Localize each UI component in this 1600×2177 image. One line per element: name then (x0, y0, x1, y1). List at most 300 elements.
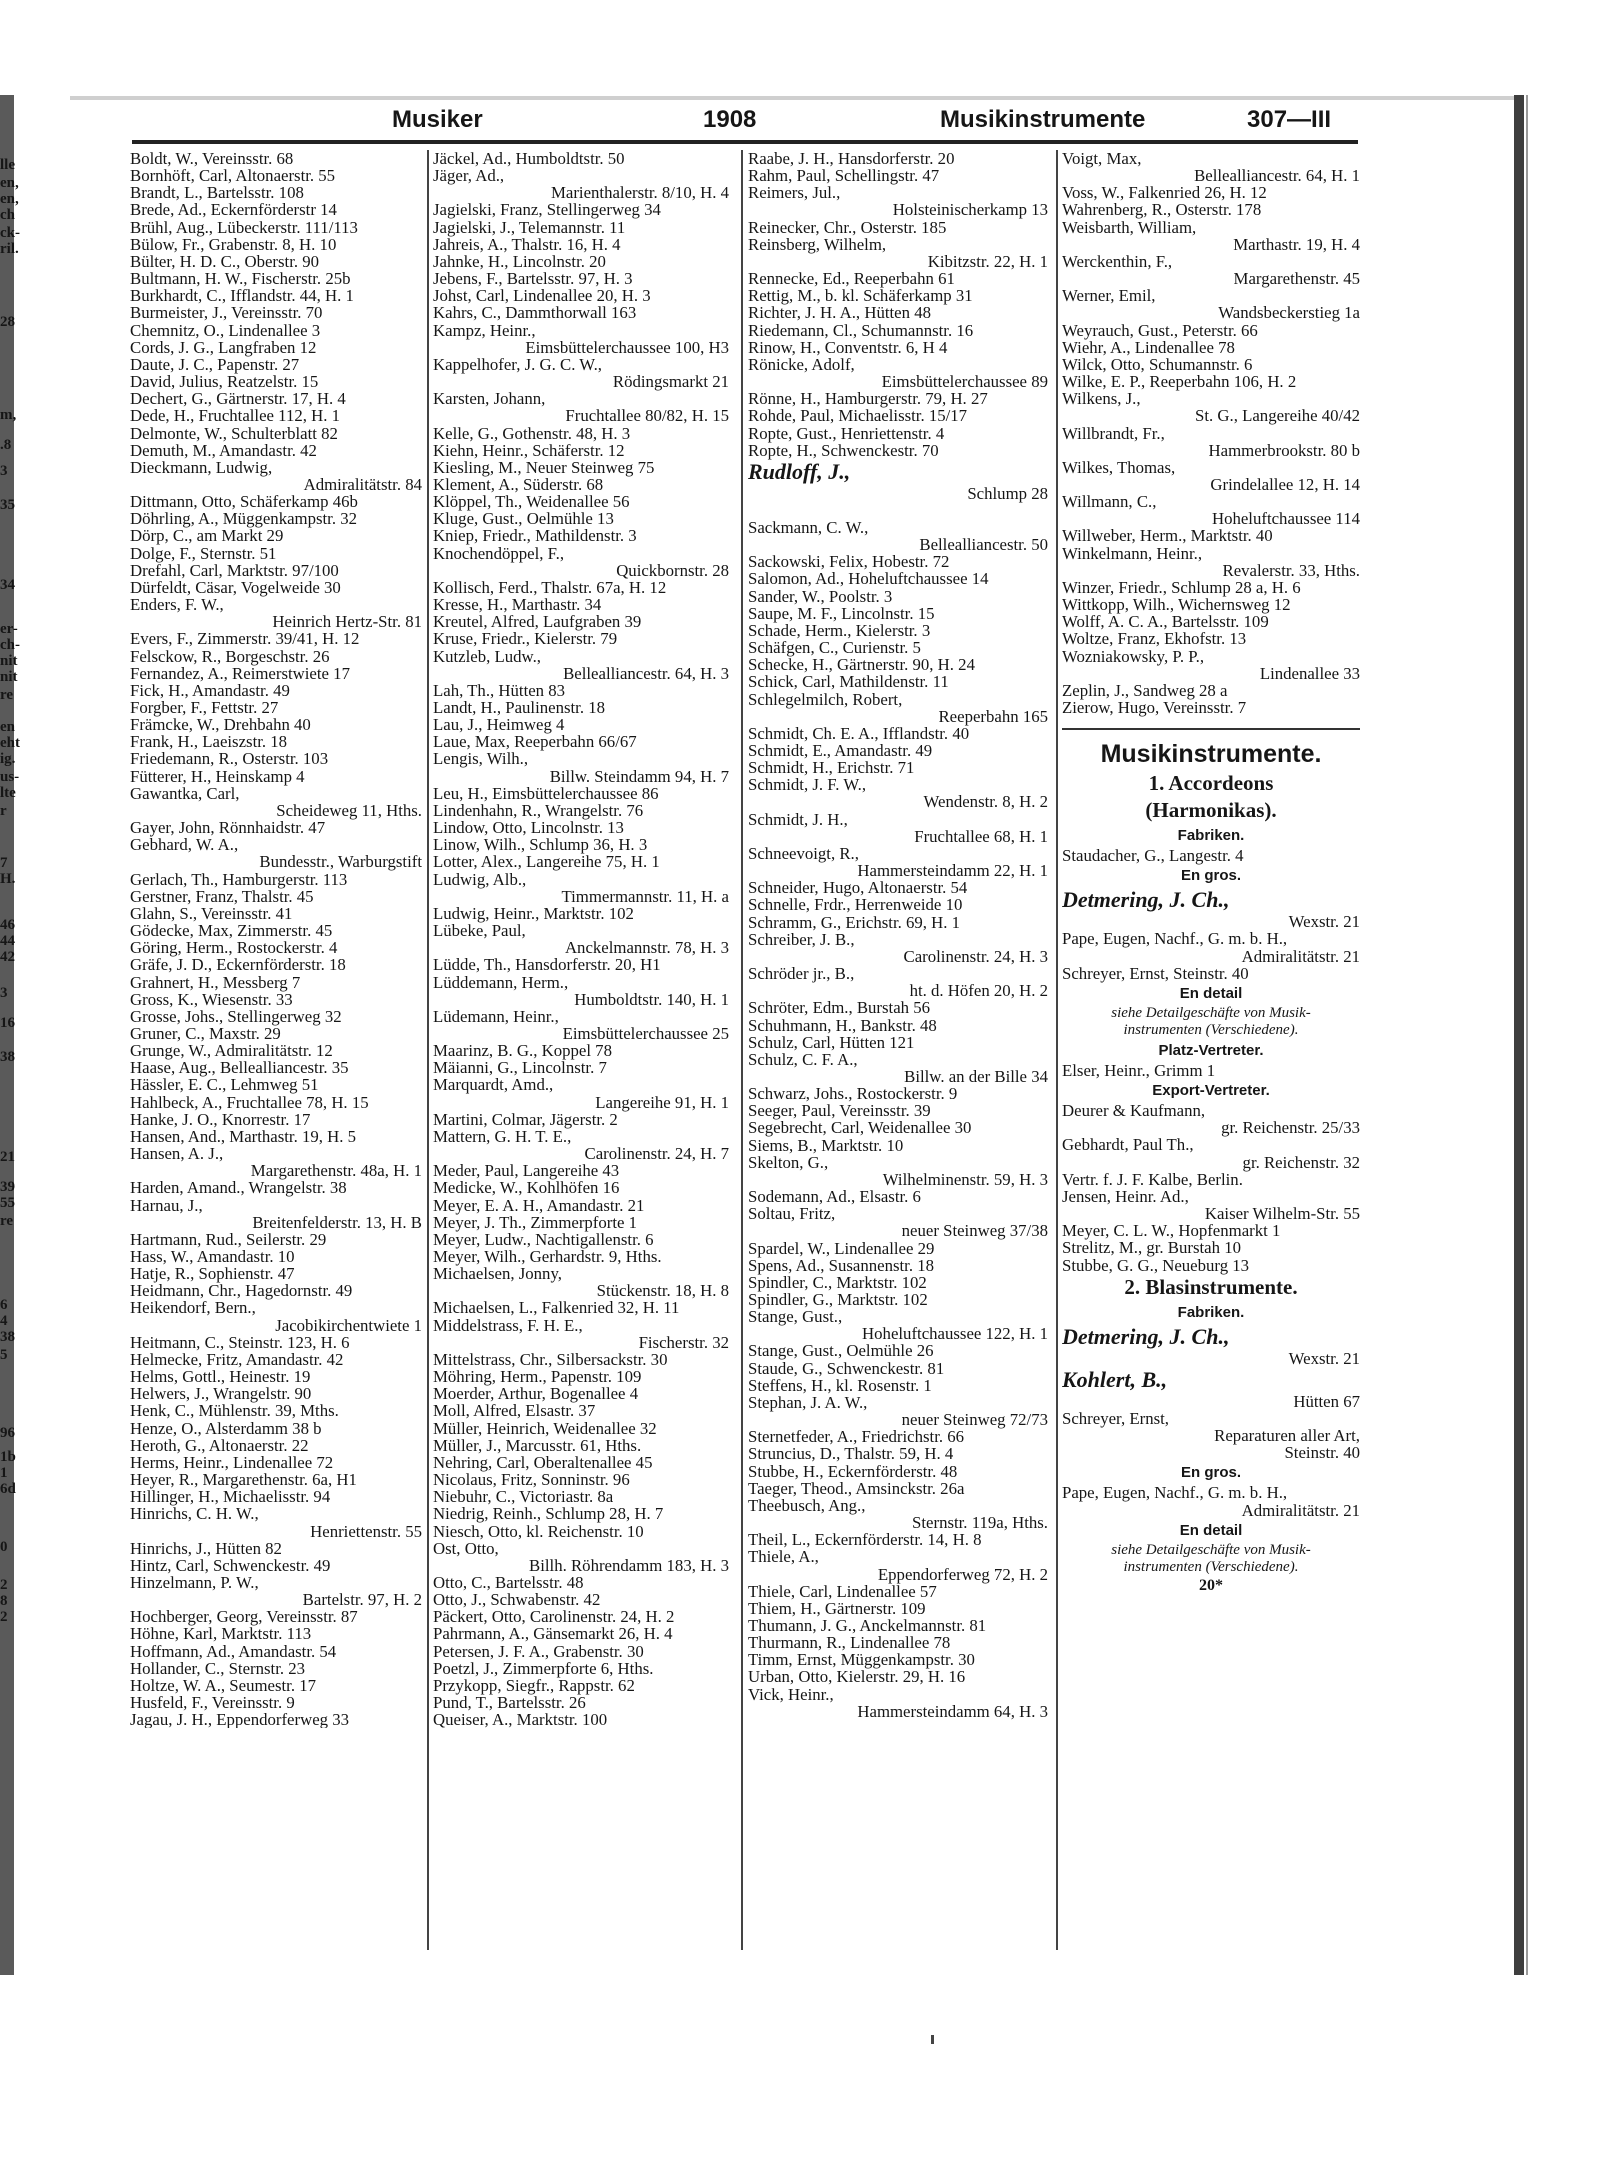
margin-fragment: m, (0, 407, 17, 423)
directory-entry: Reinecker, Chr., Osterstr. 185 (748, 217, 947, 237)
directory-entry: Bornhöft, Carl, Altonaerstr. 55 (130, 166, 336, 186)
directory-entry: Klöppel, Th., Weidenallee 56 (433, 492, 630, 512)
directory-entry: Müller, Heinrich, Weidenallee 32 (433, 1418, 657, 1438)
directory-entry-continuation: Schlump 28 (967, 483, 1048, 503)
directory-entry: Sackowski, Felix, Hobestr. 72 (748, 552, 950, 572)
directory-entry: Vertr. f. J. F. Kalbe, Berlin. (1062, 1169, 1243, 1189)
directory-entry: Drefahl, Carl, Marktstr. 97/100 (130, 560, 339, 580)
scan-edge-right-line (1526, 95, 1528, 1975)
directory-entry-continuation: Margarethenstr. 45 (1233, 269, 1360, 289)
directory-entry: Lüdde, Th., Hansdorferstr. 20, H1 (433, 955, 661, 975)
directory-entry: Husfeld, F., Vereinsstr. 9 (130, 1693, 295, 1713)
directory-entry: Kresse, H., Marthastr. 34 (433, 595, 602, 615)
directory-entry-continuation: Hütten 67 (1293, 1391, 1360, 1411)
directory-entry: Päckert, Otto, Carolinenstr. 24, H. 2 (433, 1607, 675, 1627)
directory-entry: Gödecke, Max, Zimmerstr. 45 (130, 921, 333, 941)
directory-entry-continuation: Reparaturen aller Art, (1214, 1426, 1360, 1446)
margin-fragment: nit (0, 669, 18, 685)
directory-entry-continuation: Eimsbüttelerchaussee 89 (881, 372, 1048, 392)
directory-entry: Jensen, Heinr. Ad., (1062, 1186, 1189, 1206)
margin-fragment: 7 (0, 855, 8, 871)
directory-entry: Forgber, F., Fettstr. 27 (130, 698, 279, 717)
directory-entry-continuation: Margarethenstr. 48a, H. 1 (250, 1161, 422, 1181)
directory-entry: Niebuhr, C., Victoriastr. 8a (433, 1487, 614, 1507)
margin-fragment: 3 (0, 463, 8, 479)
directory-entry: Pape, Eugen, Nachf., G. m. b. H., (1062, 1483, 1288, 1503)
cross-reference-note: siehe Detailgeschäfte von Musik- (1111, 1541, 1311, 1558)
margin-fragment: ch (0, 207, 15, 223)
directory-entry-continuation: Timmermannstr. 11, H. a (561, 886, 729, 906)
directory-entry: Sternetfeder, A., Friedrichstr. 66 (748, 1427, 965, 1447)
directory-entry: Dörp, C., am Markt 29 (130, 526, 284, 546)
directory-entry-continuation: Carolinenstr. 24, H. 3 (903, 946, 1048, 966)
directory-entry: Marquardt, Amd., (433, 1075, 554, 1095)
directory-entry: Elser, Heinr., Grimm 1 (1062, 1060, 1216, 1080)
directory-entry: Meyer, Wilh., Gerhardstr. 9, Hths. (433, 1247, 662, 1266)
subsection-heading: En gros. (1180, 1464, 1241, 1482)
margin-fragment: 5 (0, 1347, 8, 1363)
directory-entry: Medicke, W., Kohlhöfen 16 (433, 1178, 620, 1198)
directory-entry: Hahlbeck, A., Fruchtallee 78, H. 15 (130, 1092, 369, 1112)
margin-fragment: ck- (0, 225, 20, 241)
directory-entry: Meyer, J. Th., Zimmerpforte 1 (433, 1212, 638, 1232)
directory-entry: Heroth, G., Altonaerstr. 22 (130, 1435, 309, 1455)
directory-entry: Spardel, W., Lindenallee 29 (748, 1238, 935, 1258)
directory-entry: Daute, J. C., Papenstr. 27 (130, 354, 300, 374)
subsection-heading: En detail (1179, 984, 1243, 1002)
directory-entry: Jahreis, A., Thalstr. 16, H. 4 (433, 234, 621, 254)
directory-entry: Thiem, H., Gärtnerstr. 109 (748, 1598, 926, 1618)
directory-entry: Taeger, Theod., Amsinckstr. 26a (748, 1478, 965, 1498)
directory-entry: Klement, A., Süderstr. 68 (433, 474, 604, 494)
margin-fragment: en (0, 719, 15, 735)
directory-entry: Steffens, H., kl. Rosenstr. 1 (748, 1375, 932, 1395)
scan-edge-top (70, 96, 1515, 100)
directory-entry: Spens, Ad., Susannenstr. 18 (748, 1255, 935, 1275)
directory-entry: Herms, Heinr., Lindenallee 72 (130, 1452, 334, 1472)
margin-fragment: en, (0, 175, 19, 191)
directory-entry: Michaelsen, L., Falkenried 32, H. 11 (433, 1298, 680, 1318)
directory-entry-continuation: Steinstr. 40 (1284, 1443, 1360, 1463)
directory-entry-continuation: gr. Reichenstr. 32 (1242, 1152, 1360, 1172)
margin-fragment: 21 (0, 1149, 15, 1165)
directory-entry-continuation: Fruchtallee 80/82, H. 15 (565, 406, 729, 426)
margin-fragment: nit (0, 653, 18, 669)
directory-entry: Schreyer, Ernst, (1062, 1408, 1169, 1428)
margin-fragment: 16 (0, 1015, 15, 1031)
directory-entry: Leu, H., Eimsbüttelerchaussee 86 (433, 783, 659, 803)
directory-entry: Wiehr, A., Lindenallee 78 (1062, 337, 1235, 357)
directory-entry: Höhne, Karl, Marktstr. 113 (130, 1624, 312, 1644)
directory-entry: Lau, J., Heimweg 4 (433, 715, 565, 735)
directory-entry: Gebhard, W. A., (130, 835, 239, 855)
directory-entry: Jäckel, Ad., Humboldtstr. 50 (433, 150, 625, 168)
directory-entry: Spindler, G., Marktstr. 102 (748, 1290, 928, 1309)
directory-entry: Willweber, Herm., Marktstr. 40 (1062, 526, 1273, 546)
directory-entry: Staudacher, G., Langestr. 4 (1062, 846, 1244, 866)
directory-entry: Schulz, Carl, Hütten 121 (748, 1032, 915, 1052)
signature-mark: 20* (1199, 1576, 1223, 1594)
subsection-heading: Platz-Vertreter. (1158, 1041, 1264, 1059)
directory-entry-continuation: Anckelmannstr. 78, H. 3 (564, 938, 729, 958)
directory-entry: Thiele, A., (748, 1547, 819, 1567)
scan-speck (931, 2035, 934, 2044)
directory-entry: Müller, J., Marcusstr. 61, Hths. (433, 1435, 642, 1455)
directory-entry: Stange, Gust., Oelmühle 26 (748, 1341, 934, 1361)
directory-entry: Thumann, J. G., Anckelmannstr. 81 (748, 1615, 987, 1635)
directory-entry: Sander, W., Poolstr. 3 (748, 586, 893, 606)
directory-entry: Schmidt, E., Amandastr. 49 (748, 741, 933, 760)
section-title: Musikinstrumente. (1100, 740, 1322, 769)
directory-entry: Schreiber, J. B., (748, 929, 855, 949)
directory-entry: Lengis, Wilh., (433, 749, 529, 769)
directory-entry: Niedrig, Reinh., Schlump 28, H. 7 (433, 1504, 664, 1524)
cross-reference-note: instrumenten (Verschiedene). (1123, 1021, 1299, 1038)
directory-entry: Helms, Gottl., Heinestr. 19 (130, 1367, 311, 1387)
directory-entry: Hinzelmann, P. W., (130, 1572, 259, 1592)
directory-entry: Harnau, J., (130, 1195, 203, 1215)
directory-entry: Weyrauch, Gust., Peterstr. 66 (1062, 320, 1258, 340)
directory-entry: Friedemann, R., Osterstr. 103 (130, 749, 329, 769)
margin-fragment: us- (0, 769, 20, 785)
directory-entry: Helwers, J., Wrangelstr. 90 (130, 1384, 312, 1404)
directory-entry: Ropte, H., Schwenckestr. 70 (748, 440, 939, 460)
directory-entry: Evers, F., Zimmerstr. 39/41, H. 12 (130, 629, 360, 649)
directory-entry: Hansen, A. J., (130, 1144, 224, 1164)
directory-entry: Hansen, And., Marthastr. 19, H. 5 (130, 1126, 357, 1146)
directory-entry: Kluge, Gust., Oelmühle 13 (433, 509, 614, 529)
directory-entry: Göring, Herm., Rostockerstr. 4 (130, 938, 338, 958)
directory-entry: Burkhardt, C., Ifflandstr. 44, H. 1 (130, 286, 354, 306)
directory-entry: Saupe, M. F., Lincolnstr. 15 (748, 603, 935, 623)
directory-entry: Delmonte, W., Schulterblatt 82 (130, 423, 338, 443)
directory-entry-continuation: Wendenstr. 8, H. 2 (923, 792, 1048, 812)
directory-entry-continuation: Billw. Steindamm 94, H. 7 (549, 766, 729, 786)
directory-entry: Boldt, W., Vereinsstr. 68 (130, 150, 294, 168)
directory-entry-continuation: Billw. an der Bille 34 (904, 1066, 1048, 1086)
directory-entry: Struncius, D., Thalstr. 59, H. 4 (748, 1444, 954, 1464)
directory-entry: Staude, G., Schwenckestr. 81 (748, 1358, 945, 1378)
directory-entry: Maarinz, B. G., Koppel 78 (433, 1041, 612, 1061)
directory-entry: Lindow, Otto, Lincolnstr. 13 (433, 818, 624, 838)
directory-entry: Frank, H., Laeiszstr. 18 (130, 732, 288, 752)
directory-entry: Ost, Otto, (433, 1538, 499, 1558)
column-divider (427, 150, 429, 1950)
margin-fragment: re (0, 1213, 14, 1229)
margin-fragment: 8 (0, 1593, 8, 1609)
directory-entry: Weisbarth, William, (1062, 217, 1197, 237)
directory-entry-continuation: Hammerbrookstr. 80 b (1208, 440, 1360, 460)
directory-entry: Heidmann, Chr., Hagedornstr. 49 (130, 1281, 353, 1301)
directory-entry: Enders, F. W., (130, 595, 224, 615)
directory-entry: Grahnert, H., Messberg 7 (130, 972, 301, 992)
column-1 (130, 150, 422, 1728)
page-header (130, 106, 1370, 138)
margin-fragment: 2 (0, 1577, 8, 1593)
margin-fragment: 44 (0, 933, 15, 949)
directory-entry: Laue, Max, Reeperbahn 66/67 (433, 732, 637, 752)
directory-entry: Schuhmann, H., Bankstr. 48 (748, 1015, 937, 1035)
directory-entry: Wozniakowsky, P. P., (1062, 646, 1205, 666)
directory-entry: Winkelmann, Heinr., (1062, 543, 1203, 563)
directory-entry: Segebrecht, Carl, Weidenallee 30 (748, 1118, 972, 1138)
directory-entry: Vick, Heinr., (748, 1684, 834, 1704)
directory-entry: Gross, K., Wiesenstr. 33 (130, 989, 293, 1009)
margin-fragment: 55 (0, 1195, 15, 1211)
directory-entry-continuation: Wandsbeckerstieg 1a (1218, 303, 1360, 323)
directory-entry: Gebhardt, Paul Th., (1062, 1135, 1194, 1155)
directory-entry-continuation: Langereihe 91, H. 1 (595, 1092, 729, 1112)
directory-entry: Kahrs, C., Dammthorwall 163 (433, 303, 637, 323)
margin-fragment: .8 (0, 437, 12, 453)
directory-entry: Thurmann, R., Lindenallee 78 (748, 1633, 951, 1653)
subsection-heading: Fabriken. (1177, 1303, 1245, 1321)
directory-entry: Richter, J. H. A., Hütten 48 (748, 303, 931, 323)
directory-entry: Jebens, F., Bartelsstr. 97, H. 3 (433, 269, 633, 289)
directory-entry: Brede, Ad., Eckernförderstr 14 (130, 200, 337, 220)
directory-entry: Wittkopp, Wilh., Wichernsweg 12 (1062, 595, 1291, 615)
subsection-heading: En detail (1179, 1521, 1243, 1539)
directory-entry-highlight: Kohlert, B., (1062, 1366, 1168, 1392)
directory-entry: Linow, Wilh., Schlump 36, H. 3 (433, 835, 648, 855)
directory-entry-continuation: Hammersteindamm 22, H. 1 (857, 861, 1048, 881)
directory-entry: Rönne, H., Hamburgerstr. 79, H. 27 (748, 389, 988, 409)
directory-entry-continuation: Bartelstr. 97, H. 2 (302, 1590, 422, 1610)
directory-entry-continuation: Scheideweg 11, Hths. (276, 800, 422, 820)
directory-entry: Dittmann, Otto, Schäferkamp 46b (130, 492, 358, 512)
directory-entry: Przykopp, Siegfr., Rappstr. 62 (433, 1675, 635, 1695)
directory-entry: Hintz, Carl, Schwenckestr. 49 (130, 1555, 331, 1575)
directory-entry: Mäianni, G., Lincolnstr. 7 (433, 1058, 607, 1078)
directory-entry: Fütterer, H., Heinskamp 4 (130, 766, 305, 786)
directory-entry: Reinsberg, Wilhelm, (748, 234, 887, 254)
directory-entry: Voigt, Max, (1062, 150, 1142, 168)
directory-entry: Helmecke, Fritz, Amandastr. 42 (130, 1349, 344, 1369)
margin-fragment: 1 (0, 1465, 8, 1481)
directory-entry: Zierow, Hugo, Vereinsstr. 7 (1062, 698, 1247, 717)
directory-entry: Theil, L., Eckernförderstr. 14, H. 8 (748, 1530, 982, 1550)
directory-entry-continuation: Revalerstr. 33, Hths. (1222, 560, 1360, 580)
directory-entry: Schmidt, J. F. W., (748, 775, 867, 795)
directory-entry: Meyer, E. A. H., Amandastr. 21 (433, 1195, 645, 1215)
directory-entry: Lüddemann, Herm., (433, 972, 569, 992)
directory-entry: Sodemann, Ad., Elsastr. 6 (748, 1187, 921, 1207)
directory-entry: Landt, H., Paulinenstr. 18 (433, 698, 605, 717)
directory-entry: Glahn, S., Vereinsstr. 41 (130, 903, 293, 923)
directory-entry-continuation: neuer Steinweg 37/38 (901, 1221, 1048, 1241)
directory-entry: Jagielski, Franz, Stellingerweg 34 (433, 200, 661, 220)
directory-entry: Schnelle, Frdr., Herrenweide 10 (748, 895, 963, 915)
section-rule (1062, 728, 1360, 730)
directory-entry: Schecke, H., Gärtnerstr. 90, H. 24 (748, 655, 975, 675)
directory-entry-continuation: Grindelallee 12, H. 14 (1210, 474, 1360, 494)
directory-entry: Jagielski, J., Telemannstr. 11 (433, 217, 626, 237)
directory-entry: Brühl, Aug., Lübeckerstr. 111/113 (130, 217, 358, 237)
directory-entry-continuation: Carolinenstr. 24, H. 7 (584, 1144, 729, 1164)
directory-entry-continuation: Kaiser Wilhelm-Str. 55 (1204, 1204, 1360, 1224)
directory-entry: Schröder jr., B., (748, 964, 855, 984)
margin-fragment: 96 (0, 1425, 15, 1441)
margin-fragment: ch- (0, 637, 20, 653)
directory-entry: Kruse, Friedr., Kielerstr. 79 (433, 629, 618, 649)
directory-entry: Meyer, Ludw., Nachtigallenstr. 6 (433, 1229, 654, 1249)
directory-entry-continuation: neuer Steinweg 72/73 (901, 1410, 1048, 1430)
directory-entry-continuation: Hammersteindamm 64, H. 3 (857, 1701, 1048, 1720)
directory-entry-continuation: Breitenfelderstr. 13, H. B (252, 1212, 422, 1232)
directory-entry: Kniep, Friedr., Mathildenstr. 3 (433, 526, 637, 546)
directory-entry: Pund, T., Bartelsstr. 26 (433, 1693, 586, 1713)
directory-entry (748, 502, 1048, 519)
directory-entry: Schmidt, J. H., (748, 809, 848, 829)
directory-entry: Nehring, Carl, Oberaltenallee 45 (433, 1452, 653, 1472)
directory-entry: Gräfe, J. D., Eckernförderstr. 18 (130, 955, 346, 975)
column-4 (1062, 150, 1360, 1596)
cross-reference-note: siehe Detailgeschäfte von Musik- (1111, 1004, 1311, 1021)
directory-entry: Harden, Amand., Wrangelstr. 38 (130, 1178, 347, 1198)
directory-entry: Gawantka, Carl, (130, 783, 240, 803)
directory-entry-continuation: Eppendorferweg 72, H. 2 (877, 1564, 1048, 1584)
directory-entry: Niesch, Otto, kl. Reichenstr. 10 (433, 1521, 644, 1541)
directory-entry: Stephan, J. A. W., (748, 1392, 868, 1412)
directory-entry-continuation: Hoheluftchaussee 114 (1211, 509, 1360, 529)
directory-entry: Mittelstrass, Chr., Silbersackstr. 30 (433, 1349, 668, 1369)
margin-fragment: 28 (0, 314, 15, 330)
directory-entry: Wahrenberg, R., Osterstr. 178 (1062, 200, 1262, 220)
margin-fragment: 46 (0, 917, 15, 933)
margin-fragment: 6 (0, 1297, 8, 1313)
directory-entry: Kollisch, Ferd., Thalstr. 67a, H. 12 (433, 577, 667, 597)
directory-entry: Brandt, L., Bartelsstr. 108 (130, 183, 304, 203)
subsection-heading: Export-Vertreter. (1152, 1082, 1270, 1100)
directory-entry: Knochendöppel, F., (433, 543, 565, 563)
directory-entry: Rettig, M., b. kl. Schäferkamp 31 (748, 286, 973, 306)
section-heading: 1. Accordeons (1148, 771, 1274, 796)
directory-entry-continuation: gr. Reichenstr. 25/33 (1221, 1118, 1360, 1138)
directory-entry: Thiele, Carl, Lindenallee 57 (748, 1581, 937, 1601)
directory-entry: Cords, J. G., Langfraben 12 (130, 337, 317, 357)
directory-entry: Grosse, Johs., Stellingerweg 32 (130, 1006, 342, 1026)
margin-fragment: 2 (0, 1609, 8, 1625)
directory-entry: Gerstner, Franz, Thalstr. 45 (130, 886, 314, 906)
directory-entry: Hatje, R., Sophienstr. 47 (130, 1264, 295, 1284)
column-divider (1056, 150, 1058, 1950)
directory-entry: Kiehn, Heinr., Schäferstr. 12 (433, 440, 625, 460)
directory-entry: Fick, H., Amandastr. 49 (130, 680, 290, 700)
directory-entry-continuation: Rödingsmarkt 21 (612, 372, 729, 392)
directory-entry: Siems, B., Marktstr. 10 (748, 1135, 904, 1155)
directory-entry: Meyer, C. L. W., Hopfenmarkt 1 (1062, 1221, 1281, 1241)
directory-entry: Urban, Otto, Kielerstr. 29, H. 16 (748, 1667, 966, 1687)
directory-entry: Raabe, J. H., Hansdorferstr. 20 (748, 150, 955, 168)
directory-entry-continuation: Eimsbüttelerchaussee 100, H3 (525, 337, 729, 357)
directory-entry: Willbrandt, Fr., (1062, 423, 1165, 443)
directory-entry-continuation: Reeperbahn 165 (938, 706, 1048, 726)
header-page-number: 307—III (1247, 106, 1332, 133)
directory-entry: Heyer, R., Margarethenstr. 6a, H1 (130, 1470, 357, 1490)
directory-entry-continuation: Henriettenstr. 55 (310, 1521, 422, 1541)
directory-entry-continuation: Bellealliancestr. 64, H. 1 (1194, 166, 1360, 186)
margin-fragment: er- (0, 621, 18, 637)
directory-entry: Hochberger, Georg, Vereinsstr. 87 (130, 1607, 358, 1627)
margin-fragment: 35 (0, 497, 15, 513)
margin-fragment: 34 (0, 577, 15, 593)
margin-fragment: lle (0, 157, 15, 173)
directory-entry: Schlegelmilch, Robert, (748, 689, 903, 709)
directory-entry: Hoffmann, Ad., Amandastr. 54 (130, 1641, 337, 1661)
directory-entry: Lah, Th., Hütten 83 (433, 680, 566, 700)
directory-entry-highlight: Detmering, J. Ch., (1062, 887, 1230, 913)
directory-entry: Gerlach, Th., Hamburgerstr. 113 (130, 869, 348, 889)
directory-entry: Otto, J., Schwabenstr. 42 (433, 1590, 601, 1610)
margin-fragment: 6d (0, 1481, 16, 1497)
directory-entry-continuation: Holsteinischerkamp 13 (892, 200, 1048, 220)
directory-entry: Timm, Ernst, Müggenkampstr. 30 (748, 1650, 975, 1670)
directory-entry: Wilkens, J., (1062, 389, 1141, 409)
margin-fragment: r (0, 803, 7, 819)
margin-fragment: 0 (0, 1539, 8, 1555)
directory-entry-continuation: Admiralitätstr. 21 (1241, 946, 1360, 966)
column-2 (433, 150, 729, 1728)
directory-entry: Salomon, Ad., Hoheluftchaussee 14 (748, 569, 989, 589)
directory-entry: David, Julius, Reatzelstr. 15 (130, 372, 319, 392)
directory-entry: Främcke, W., Drehbahn 40 (130, 715, 311, 735)
directory-entry: Schulz, C. F. A., (748, 1049, 858, 1069)
directory-entry: Johst, Carl, Lindenallee 20, H. 3 (433, 286, 651, 306)
directory-entry-continuation: Marthastr. 19, H. 4 (1233, 234, 1360, 254)
margin-fragment: 1b (0, 1449, 16, 1465)
margin-fragment: 4 (0, 1313, 8, 1329)
directory-entry: Kutzleb, Ludw., (433, 646, 541, 666)
directory-entry: Rohde, Paul, Michaelisstr. 15/17 (748, 406, 968, 426)
directory-entry-continuation: Billh. Röhrendamm 183, H. 3 (529, 1555, 729, 1575)
directory-entry: Rinow, H., Conventstr. 6, H 4 (748, 337, 948, 357)
directory-entry: Ludwig, Heinr., Marktstr. 102 (433, 903, 634, 923)
header-right: Musikinstrumente (940, 106, 1146, 133)
directory-entry: Moerder, Arthur, Bogenallee 4 (433, 1384, 639, 1404)
directory-entry-continuation: Bundesstr., Warburgstift (259, 852, 422, 872)
directory-entry: Lübeke, Paul, (433, 921, 526, 941)
directory-entry-continuation: Eimsbüttelerchaussee 25 (562, 1023, 729, 1043)
directory-entry: Skelton, G., (748, 1152, 829, 1172)
directory-entry: Hinrichs, J., Hütten 82 (130, 1538, 282, 1558)
directory-entry: Kiesling, M., Neuer Steinweg 75 (433, 457, 655, 477)
directory-entry: Riedemann, Cl., Schumannstr. 16 (748, 320, 974, 340)
directory-entry: Willmann, C., (1062, 492, 1157, 512)
directory-entry-continuation: Humboldtstr. 140, H. 1 (574, 989, 729, 1009)
margin-fragment: ig. (0, 751, 16, 767)
directory-entry: Gruner, C., Maxstr. 29 (130, 1023, 281, 1043)
directory-entry: Kappelhofer, J. G. C. W., (433, 354, 602, 374)
directory-entry: Chemnitz, O., Lindenallee 3 (130, 320, 321, 340)
directory-entry: Schick, Carl, Mathildenstr. 11 (748, 672, 949, 692)
margin-fragment: re (0, 687, 14, 703)
directory-entry: Sackmann, C. W., (748, 517, 869, 537)
directory-entry: Jahnke, H., Lincolnstr. 20 (433, 251, 606, 271)
margin-fragment: 3 (0, 985, 8, 1001)
header-year: 1908 (703, 106, 757, 133)
directory-entry: Winzer, Friedr., Schlump 28 a, H. 6 (1062, 577, 1301, 597)
directory-entry: Gayer, John, Rönnhaidstr. 47 (130, 818, 326, 838)
directory-entry-continuation: ht. d. Höfen 20, H. 2 (909, 981, 1048, 1001)
directory-entry: Soltau, Fritz, (748, 1204, 836, 1224)
margin-fragment: en, (0, 191, 19, 207)
directory-entry: Pape, Eugen, Nachf., G. m. b. H., (1062, 929, 1288, 949)
directory-entry: Schwarz, Johs., Rostockerstr. 9 (748, 1084, 958, 1104)
directory-entry-highlight: Rudloff, J., (748, 458, 851, 484)
directory-entry: Hass, W., Amandastr. 10 (130, 1247, 295, 1266)
directory-entry: Jagau, J. H., Eppendorferweg 33 (130, 1710, 350, 1729)
directory-entry: Fernandez, A., Reimerstwiete 17 (130, 663, 350, 683)
